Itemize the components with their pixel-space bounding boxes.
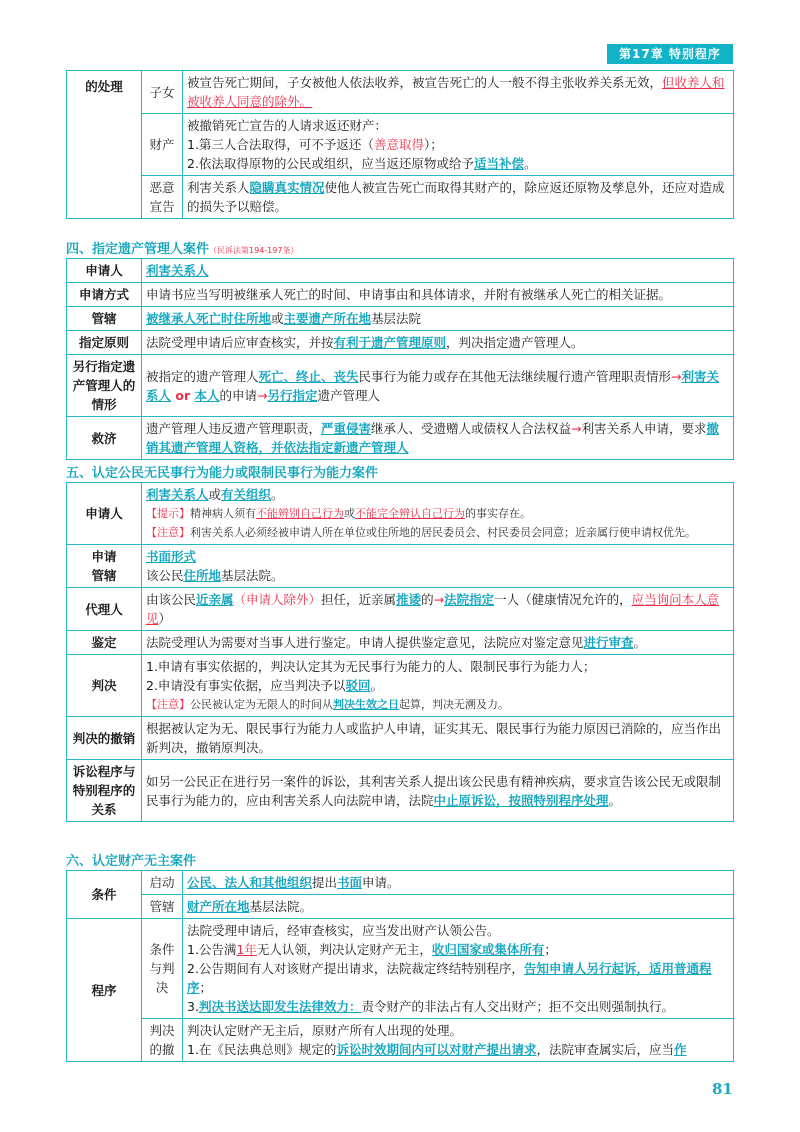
cell: 财产所在地基层法院。	[183, 895, 734, 919]
cell: 遗产管理人违反遗产管理职责，严重侵害继承人、受遗赠人或债权人合法权益→利害关系人申请，要求撤销其遗产管理人资格，并依法指定新遗产管理人	[142, 417, 734, 460]
cell: 公民、法人和其他组织提出书面申请。	[183, 871, 734, 895]
table-estate-administrator	[66, 258, 734, 460]
row-label: 另行指定遗产管理人的情形	[67, 355, 142, 417]
row-label: 救济	[67, 417, 142, 460]
row-label: 条件	[67, 871, 142, 919]
row-label: 代理人	[67, 588, 142, 631]
sub-label: 子女	[142, 71, 183, 114]
cell: 被指定的遗产管理人死亡、终止、丧失民事行为能力或存在其他无法继续履行遗产管理职责情形→利害关系人 or 本人的申请→另行指定遗产管理人	[142, 355, 734, 417]
section-title: 五、认定公民无民事行为能力或限制民事行为能力案件	[66, 466, 379, 481]
row-label: 申请 管辖	[67, 545, 142, 588]
cell: 法院受理申请后应审查核实，并按有利于遗产管理原则，判决指定遗产管理人。	[142, 331, 734, 355]
cell-property: 被撤销死亡宣告的人请求返还财产： 1.第三人合法取得，可不予返还（善意取得）； 2.依法取得原物的公民或组织，应当返还原物或给予适当补偿。	[183, 114, 734, 176]
row-label: 诉讼程序与特别程序的关系	[67, 760, 142, 822]
cell: 法院受理申请后，经审查核实，应当发出财产认领公告。 1.公告满1年无人认领，判决认定财产无主，收归国家或集体所有； 2.公告期间有人对该财产提出请求，法院裁定终结特别程序，告知申请人另行起诉，适用普通程序； 3.判决书送达即发生法律效力：责令财产的非法占有人交出财产；拒不交出则强制执行。	[183, 919, 734, 1019]
table-ownerless-property	[66, 870, 734, 1062]
cell: 1.申请有事实依据的，判决认定其为无民事行为能力的人、限制民事行为能力人； 2.申请没有事实依据，应当判决予以驳回。 【注意】公民被认定为无限人的时间从判决生效之日起算，判决无溯及力。	[142, 655, 734, 717]
cell: 根据被认定为无、限民事行为能力人或监护人申请，证实其无、限民事行为能力原因已消除的，应当作出新判决，撤销原判决。	[142, 717, 734, 760]
row-label: 判决	[67, 655, 142, 717]
cell: 由该公民近亲属（申请人除外）担任，近亲属推诿的→法院指定一人（健康情况允许的，应当询问本人意见）	[142, 588, 734, 631]
row-label: 程序	[67, 919, 142, 1062]
row-label: 申请方式	[67, 283, 142, 307]
table-death-declaration	[66, 70, 734, 219]
page-number: 81	[712, 1080, 733, 1098]
sub-label: 管辖	[142, 895, 183, 919]
row-label: 申请人	[67, 483, 142, 545]
cell: 被继承人死亡时住所地或主要遗产所在地基层法院	[142, 307, 734, 331]
sub-label: 财产	[142, 114, 183, 176]
sub-label: 恶意宣告	[142, 176, 183, 219]
cell: 利害关系人	[142, 259, 734, 283]
cell: 判决认定财产无主后，原财产所有人出现的处理。 1.在《民法典总则》规定的诉讼时效期间内可以对财产提出请求，法院审查属实后，应当作	[183, 1019, 734, 1062]
cell: 申请书应当写明被继承人死亡的时间、申请事由和具体请求，并附有被继承人死亡的相关证据。	[142, 283, 734, 307]
sub-label: 条件与判决	[142, 919, 183, 1019]
row-label: 指定原则	[67, 331, 142, 355]
row-label: 判决的撤销	[67, 717, 142, 760]
row-label: 鉴定	[67, 631, 142, 655]
row-label: 管辖	[67, 307, 142, 331]
cell: 书面形式 该公民住所地基层法院。	[142, 545, 734, 588]
cell: 法院受理认为需要对当事人进行鉴定。申请人提供鉴定意见，法院应对鉴定意见进行审查。	[142, 631, 734, 655]
row-label: 的处理	[67, 71, 142, 219]
row-label: 申请人	[67, 259, 142, 283]
table-capacity	[66, 482, 734, 822]
sub-label: 启动	[142, 871, 183, 895]
cell: 利害关系人或有关组织。 【提示】精神病人须有不能辨别自己行为或不能完全辨认自己行为的事实存在。 【注意】利害关系人必须经被申请人所在单位或住所地的居民委员会、村民委员会同意；近亲属行使申请权优先。	[142, 483, 734, 545]
sub-label: 判决的撤	[142, 1019, 183, 1062]
section-title: 四、指定遗产管理人案件（民诉法第194-197条）	[66, 242, 299, 257]
section-title: 六、认定财产无主案件	[66, 854, 197, 869]
chapter-header: 第17章 特别程序	[607, 44, 733, 64]
cell-malicious: 利害关系人隐瞒真实情况使他人被宣告死亡而取得其财产的，除应返还原物及孳息外，还应对造成的损失予以赔偿。	[183, 176, 734, 219]
cell-children: 被宣告死亡期间，子女被他人依法收养，被宣告死亡的人一般不得主张收养关系无效，但收养人和被收养人同意的除外。	[183, 71, 734, 114]
cell: 如另一公民正在进行另一案件的诉讼，其利害关系人提出该公民患有精神疾病，要求宣告该公民无或限制民事行为能力的，应由利害关系人向法院申请，法院中止原诉讼，按照特别程序处理。	[142, 760, 734, 822]
